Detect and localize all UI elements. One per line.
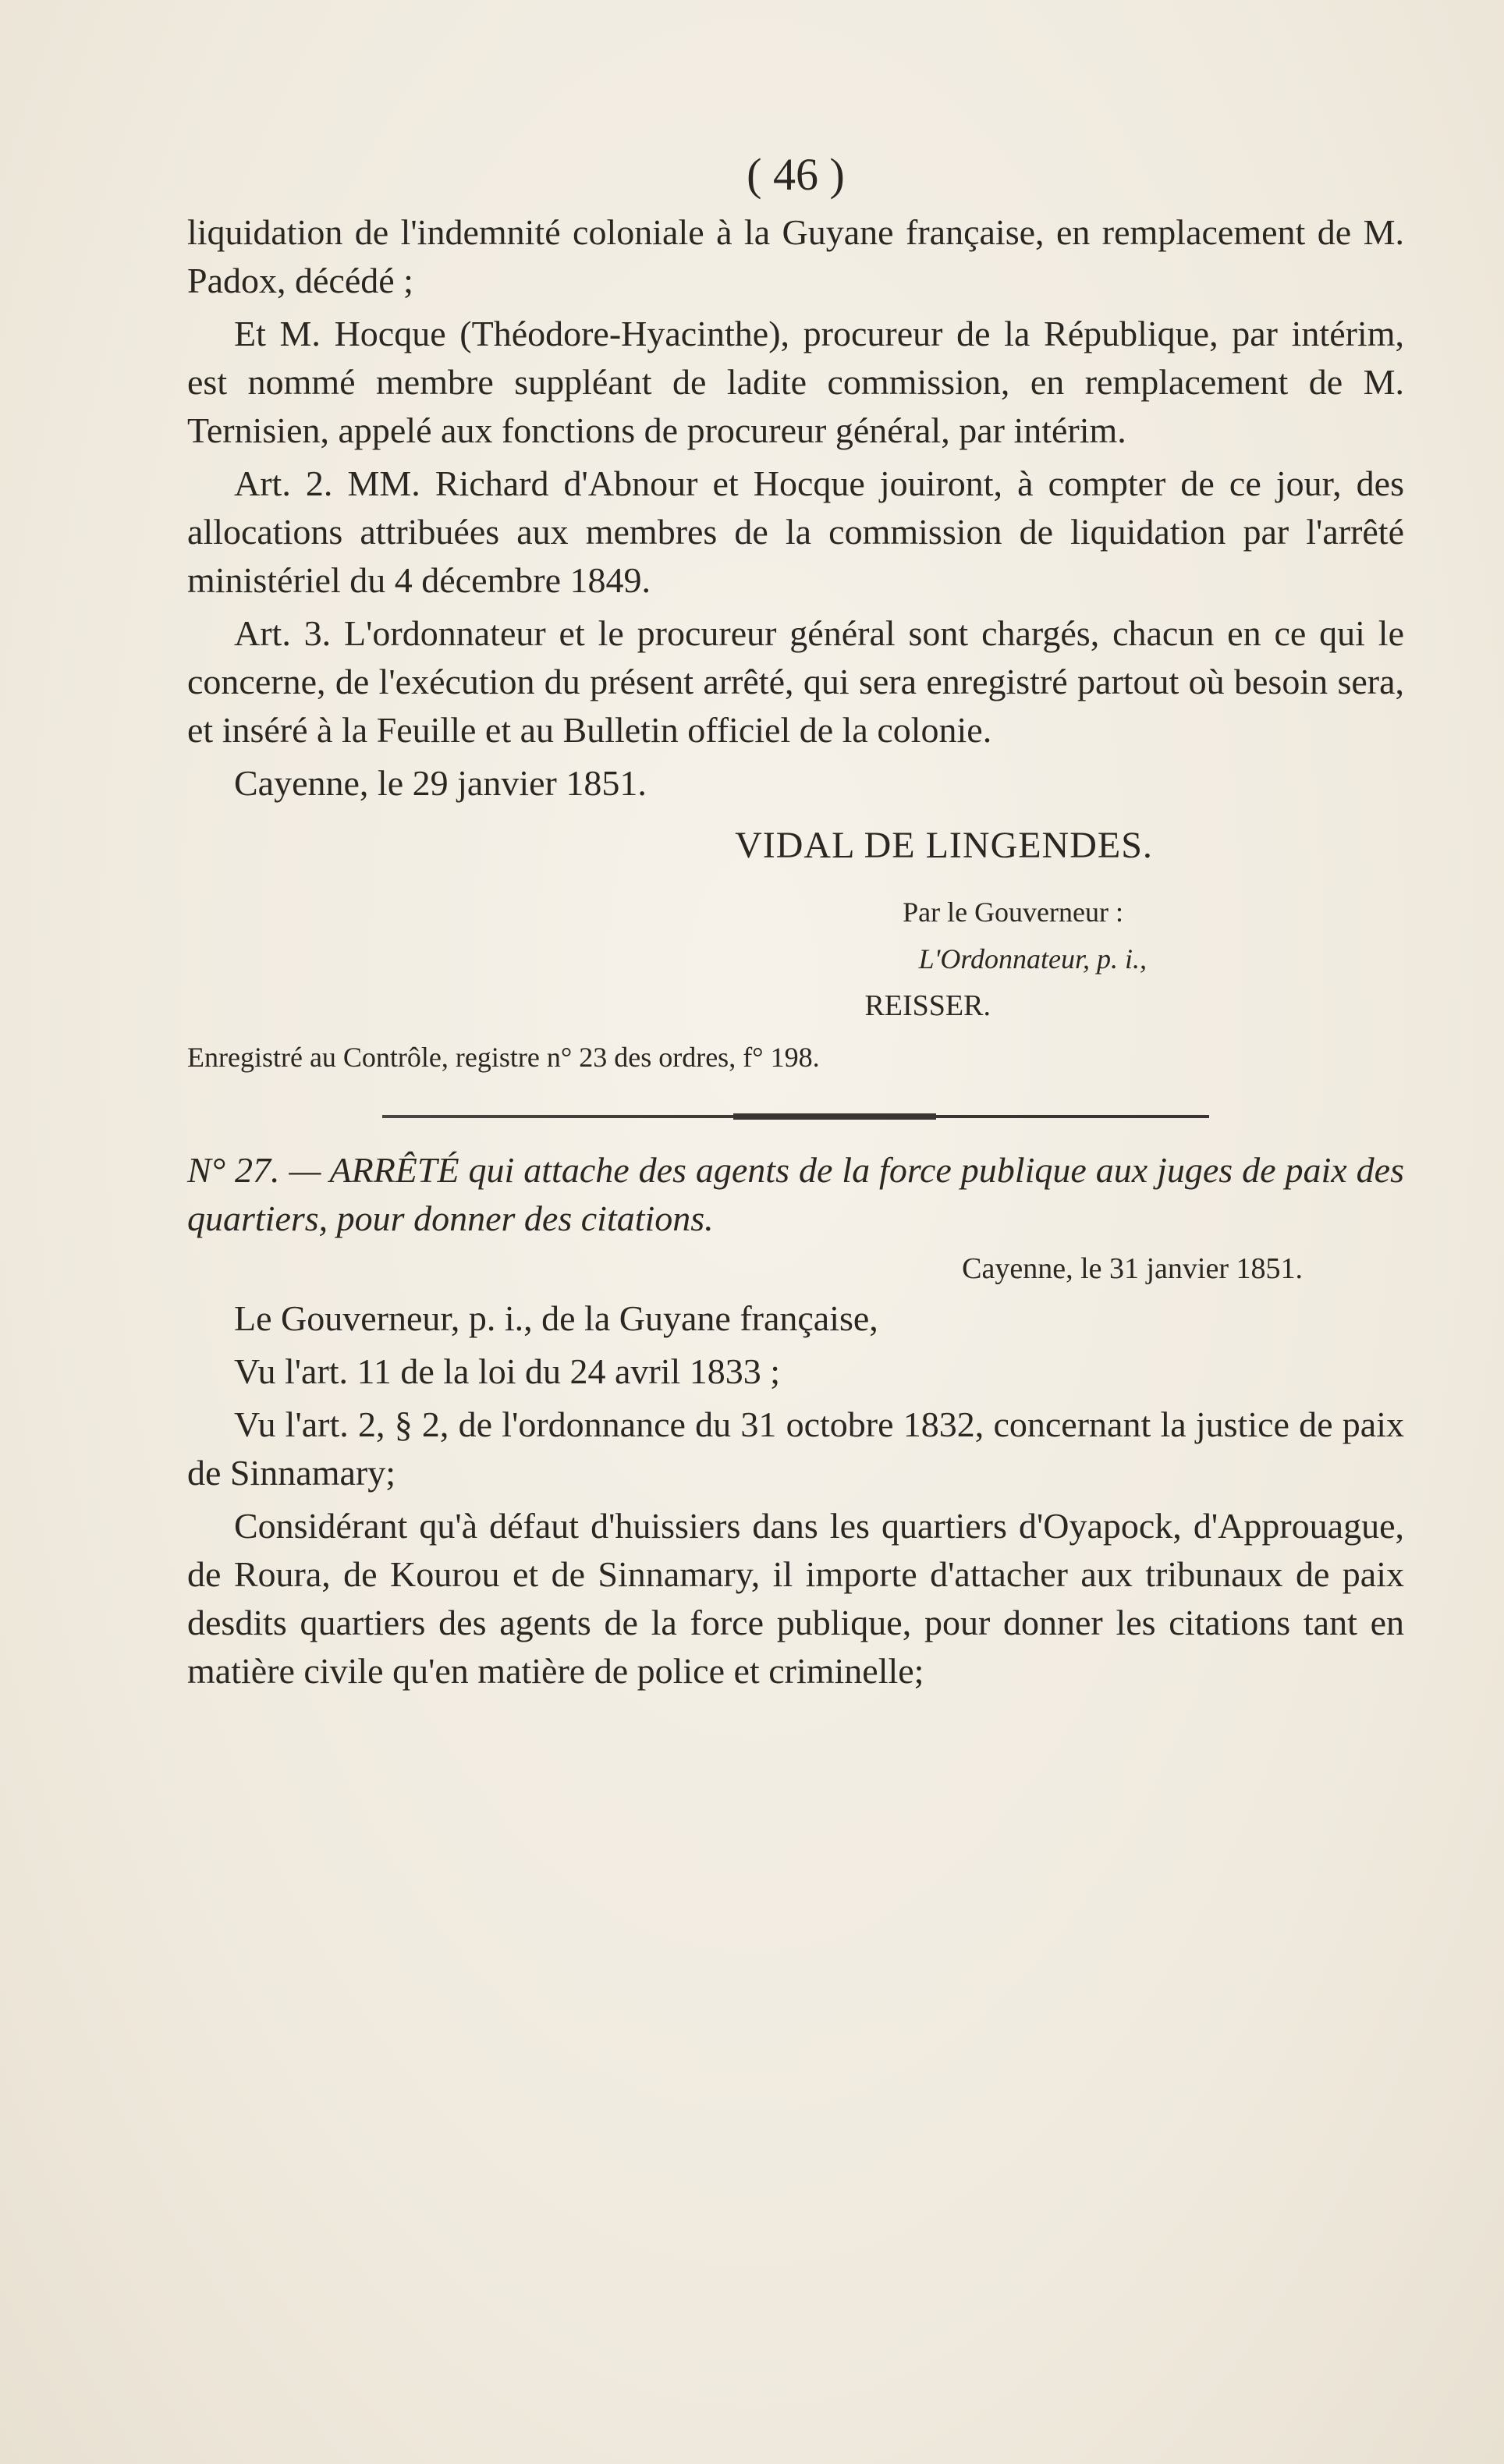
signature-vidal: VIDAL DE LINGENDES. [735, 825, 1153, 866]
page-number: ( 46 ) [747, 149, 845, 200]
ordonnateur-line: L'Ordonnateur, p. i., [918, 943, 1147, 975]
text-column [187, 149, 1404, 1695]
paragraph-considerant: Considérant qu'à défaut d'huissiers dans les quartiers d'Oyapock, d'Approuague, de Roura, de Kourou et de Sinnamary, il importe d'attacher aux tribunaux de paix desdits quartiers des agents de la force publique, pour donner les citations tant en matière civile qu'en matière de police et criminelle; [187, 1506, 1404, 1691]
registration-note: Enregistré au Contrôle, registre n° 23 des ordres, f° 198. [187, 1042, 820, 1073]
par-le-gouverneur: Par le Gouverneur : [903, 896, 1123, 928]
paragraph-vu-ordonnance: Vu l'art. 2, § 2, de l'ordonnance du 31 octobre 1832, concernant la justice de paix de Sinnamary; [187, 1404, 1404, 1493]
decree-title: N° 27. — ARRÊTÉ qui attache des agents de la force publique aux juges de paix des quartiers, pour donner des citations. [187, 1150, 1404, 1238]
signature-reisser: REISSER. [864, 989, 991, 1022]
paragraph-vu-loi: Vu l'art. 11 de la loi du 24 avril 1833 ; [234, 1351, 781, 1391]
decree-date: Cayenne, le 31 janvier 1851. [962, 1252, 1303, 1285]
paragraph-hocque: Et M. Hocque (Théodore-Hyacinthe), procureur de la République, par intérim, est nommé membre suppléant de ladite commission, en remplacement de M. Ternisien, appelé aux fonctions de procureur général, par intérim. [187, 314, 1404, 450]
paragraph-article-2: Art. 2. MM. Richard d'Abnour et Hocque jouiront, à compter de ce jour, des allocations attribuées aux membres de la commission de liquidation par l'arrêté ministériel du 4 décembre 1849. [187, 463, 1404, 600]
place-date-1: Cayenne, le 29 janvier 1851. [234, 763, 647, 803]
paragraph-governor: Le Gouverneur, p. i., de la Guyane française, [234, 1298, 878, 1338]
section-divider [382, 1115, 1209, 1118]
paragraph-continuation: liquidation de l'indemnité coloniale à la Guyane française, en remplacement de M. Padox, décédé ; [187, 212, 1404, 300]
paragraph-article-3: Art. 3. L'ordonnateur et le procureur général sont chargés, chacun en ce qui le concerne, de l'exécution du présent arrêté, qui sera enregistré partout où besoin sera, et inséré à la Feuille et au Bulletin officiel de la colonie. [187, 613, 1404, 750]
